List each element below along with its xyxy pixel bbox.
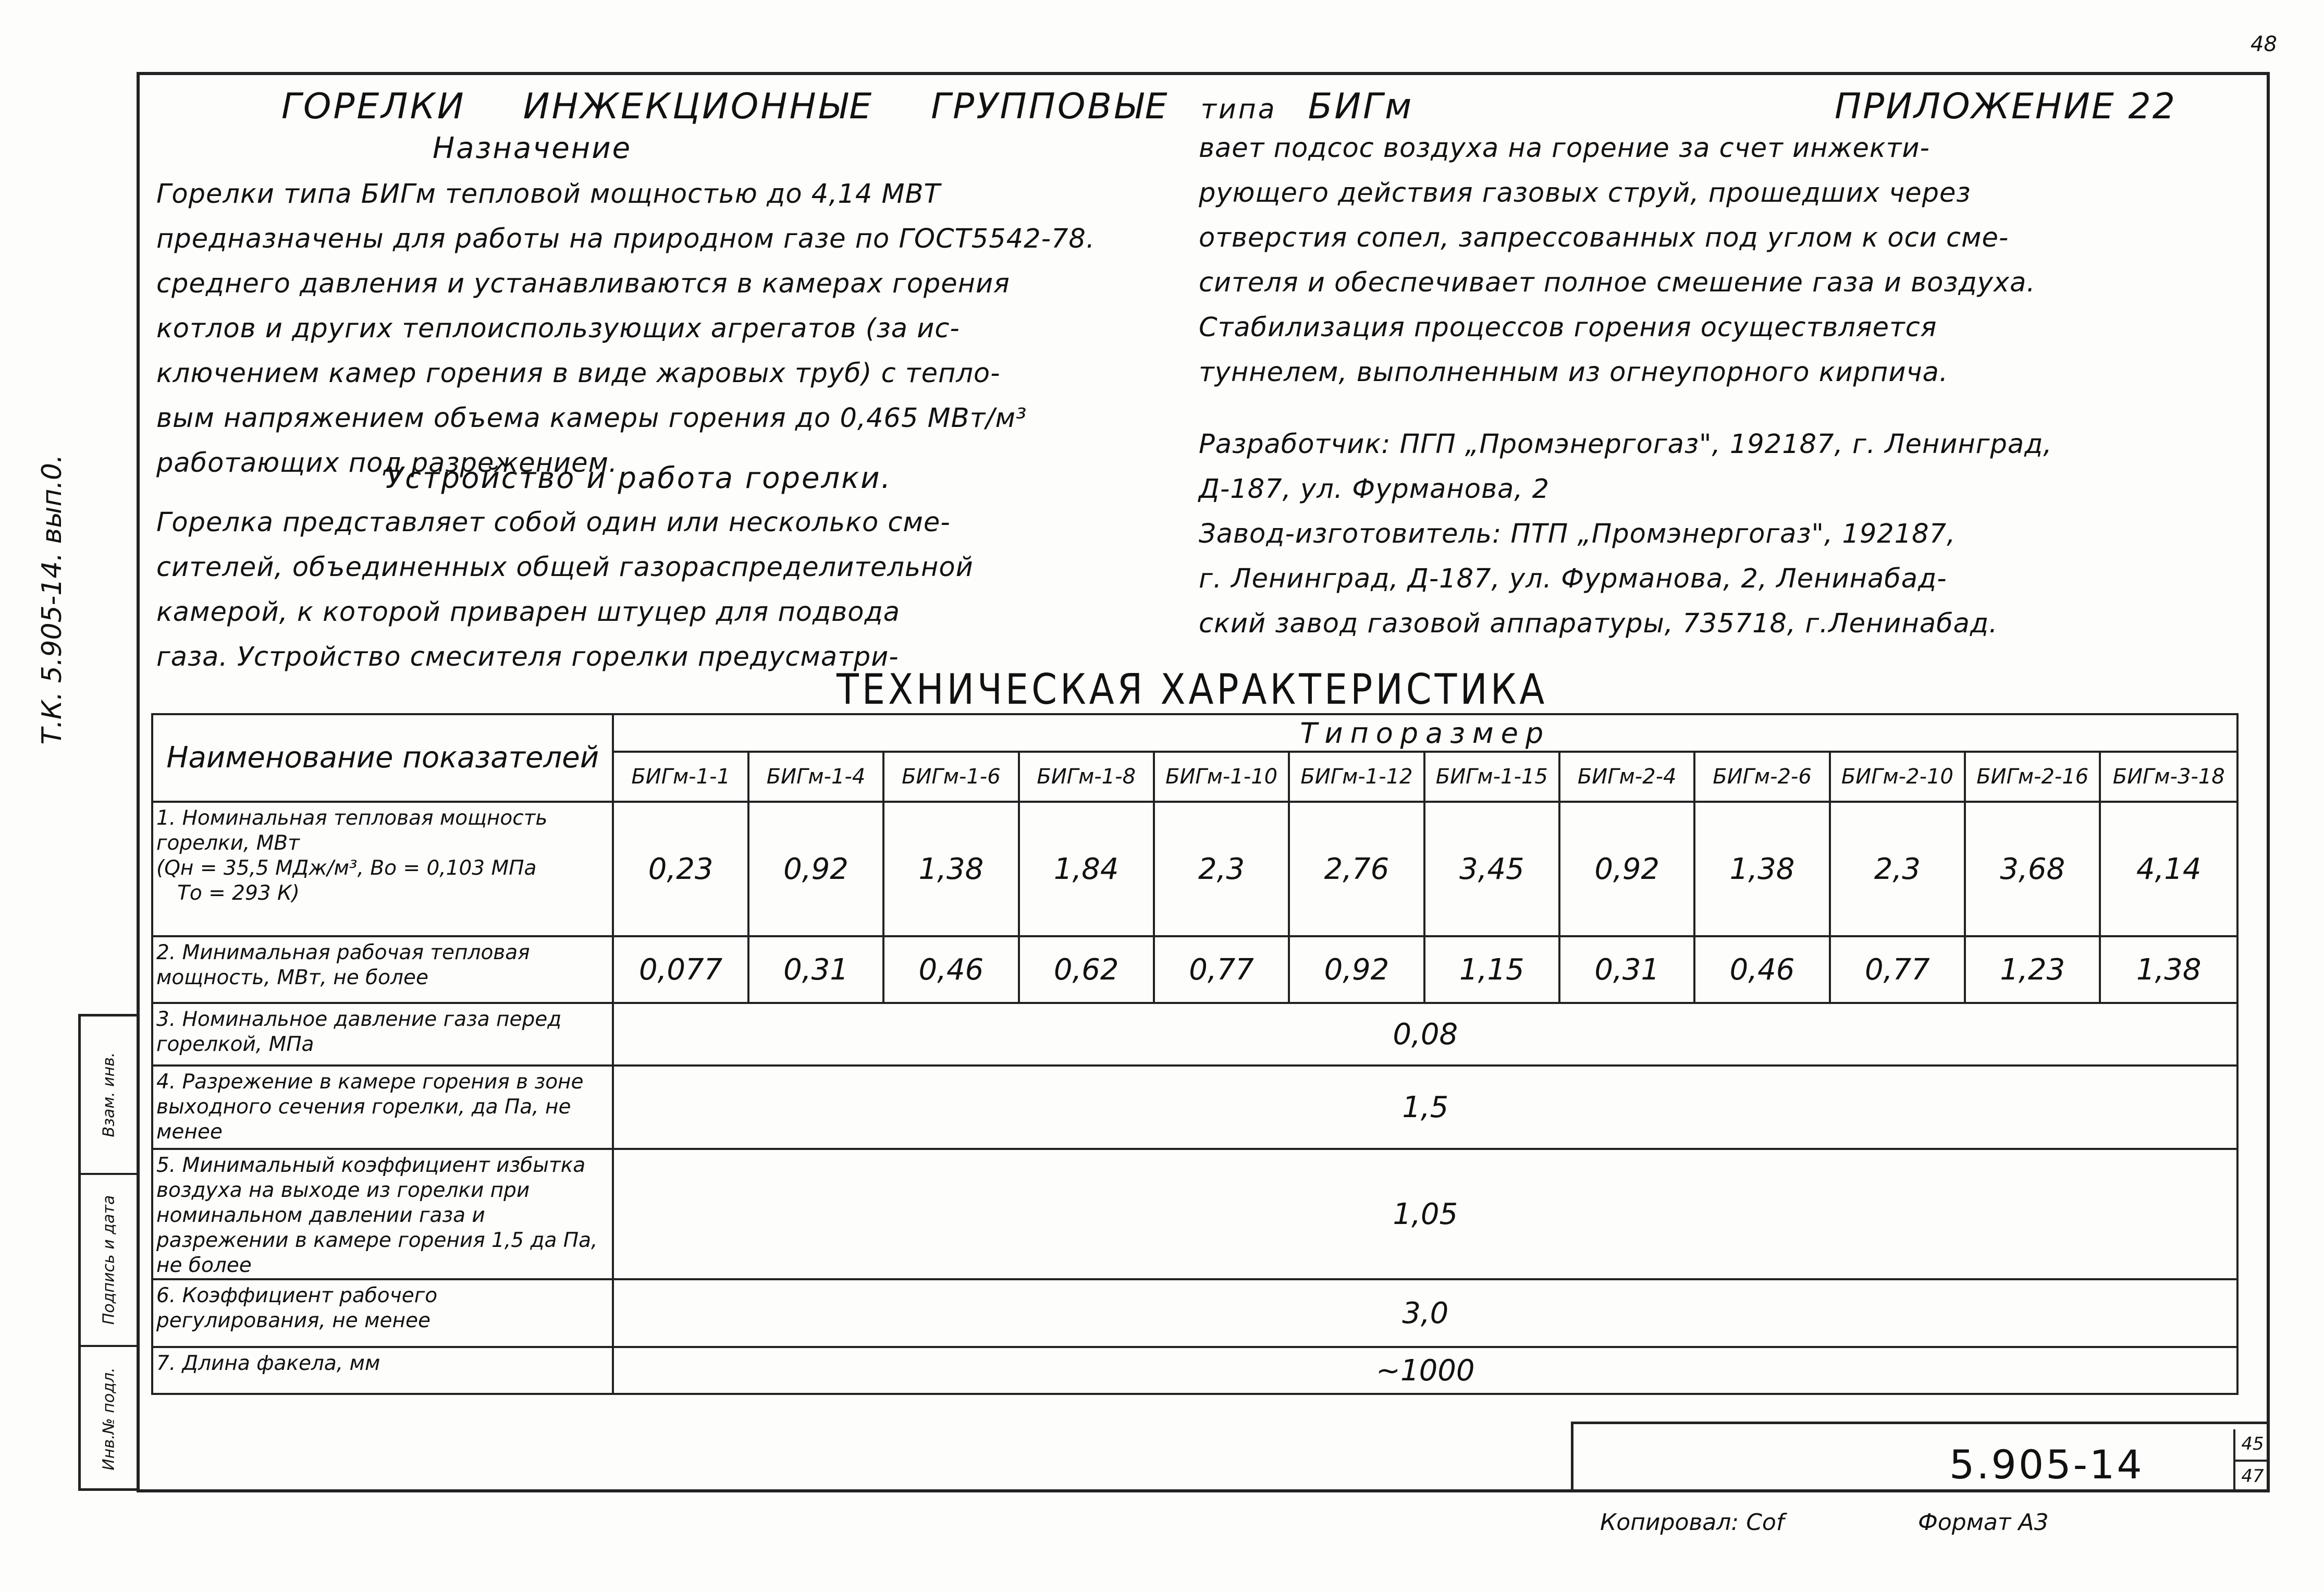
table-cell: 2,76 xyxy=(1289,802,1424,936)
spec-table xyxy=(151,713,2239,1395)
table-cell: 2,3 xyxy=(1830,802,1965,936)
table-cell: 0,92 xyxy=(1559,802,1694,936)
side-cell-signature: Подпись и дата xyxy=(81,1173,137,1345)
page-number: 48 xyxy=(2251,32,2277,56)
name-header: Наименование показателей xyxy=(152,714,613,802)
table-row xyxy=(152,936,2237,1003)
table-row xyxy=(152,1149,2237,1279)
column-header: БИГм-2-16 xyxy=(1965,752,2100,802)
side-cell-inventory: Инв.№ подл. xyxy=(81,1345,137,1491)
column-header: БИГм-1-10 xyxy=(1154,752,1289,802)
table-cell: 1,38 xyxy=(2100,936,2237,1003)
purpose-heading: Назначение xyxy=(433,131,632,165)
row-label: 1. Номинальная тепловая мощность горелки, МВт (Qн = 35,5 МДж/м³, Во = 0,103 МПа То = 293 К) xyxy=(152,802,613,936)
table-row xyxy=(152,1347,2237,1394)
side-cell-replace: Взам. инв. xyxy=(100,1052,118,1137)
document-title: ГОРЕЛКИ ИНЖЕКЦИОННЫЕ ГРУППОВЫЕ типа БИГм xyxy=(281,86,1414,127)
table-cell: 0,08 xyxy=(613,1003,2237,1066)
table-cell: 0,23 xyxy=(613,802,748,936)
device-text: Горелка представляет собой один или несколько сме- сителей, объединенных общей газораспределительной камерой, к которой приварен штуцер для подвода газа. Устройство смесителя горелки предусматри- xyxy=(156,507,974,672)
device-text-continued: вает подсос воздуха на горение за счет инжекти- рующего действия газовых струй, прошедших через отверстия сопел, запрессованных под углом к оси сме- сителя и обеспечивает полное смешение газа и воздуха. Стабилизация процессов горения осуществляется туннелем, выполненным из огнеупорного кирпича. xyxy=(1199,133,2036,388)
sheet-format: Формат А3 xyxy=(1918,1509,2049,1536)
column-header: БИГм-2-10 xyxy=(1830,752,1965,802)
row-label: 5. Минимальный коэффициент избытка воздуха на выходе из горелки при номинальном давлении газа и разрежении в камере горения 1,5 да Па, не более xyxy=(152,1149,613,1279)
row-label: 4. Разрежение в камере горения в зоне выходного сечения горелки, да Па, не менее xyxy=(152,1066,613,1149)
tech-specs-title: ТЕХНИЧЕСКАЯ ХАРАКТЕРИСТИКА xyxy=(837,665,1548,714)
binding-margin-stamp xyxy=(78,1014,137,1491)
column-header: БИГм-2-6 xyxy=(1694,752,1829,802)
appendix-label: ПРИЛОЖЕНИЕ 22 xyxy=(1835,86,2177,127)
side-document-code: Т.К. 5.905-14. вып.0. xyxy=(36,454,68,745)
table-cell: 1,05 xyxy=(613,1149,2237,1279)
sheet-counter: 45 47 xyxy=(2233,1429,2270,1492)
table-cell: 4,14 xyxy=(2100,802,2237,936)
column-header: БИГм-1-8 xyxy=(1019,752,1154,802)
column-header: БИГм-1-4 xyxy=(748,752,883,802)
table-cell: 0,077 xyxy=(613,936,748,1003)
table-cell: 0,77 xyxy=(1830,936,1965,1003)
purpose-text: Горелки типа БИГм тепловой мощностью до 4,14 МВТ предназначены для работы на природном газе по ГОСТ5542-78. среднего давления и устанавливаются в камерах горения котлов и других теплоиспользующих агрегатов (за ис- ключением камер горения в виде жаровых труб) с тепло- вым напряжением объема камеры горения до 0,465 МВт/м³ работающих под разрежением. xyxy=(156,179,1096,479)
table-row xyxy=(152,802,2237,936)
table-cell: 1,38 xyxy=(883,802,1018,936)
table-cell: 2,3 xyxy=(1154,802,1289,936)
table-cell: 0,46 xyxy=(1694,936,1829,1003)
column-header: БИГм-2-4 xyxy=(1559,752,1694,802)
column-header: БИГм-1-6 xyxy=(883,752,1018,802)
copied-by: Копировал: Cof xyxy=(1600,1509,1785,1536)
row-label: 7. Длина факела, мм xyxy=(152,1347,613,1394)
title-block xyxy=(1571,1422,2270,1492)
header-row-group xyxy=(152,714,2237,752)
column-header: БИГм-1-15 xyxy=(1424,752,1559,802)
row-label: 3. Номинальное давление газа перед горелкой, МПа xyxy=(152,1003,613,1066)
size-group-header: Типоразмер xyxy=(613,714,2237,752)
table-cell: 1,23 xyxy=(1965,936,2100,1003)
column-header: БИГм-1-1 xyxy=(613,752,748,802)
row-label: 2. Минимальная рабочая тепловая мощность, МВт, не более xyxy=(152,936,613,1003)
device-heading: Устройство и работа горелки. xyxy=(386,461,892,495)
column-header: БИГм-3-18 xyxy=(2100,752,2237,802)
table-cell: ~1000 xyxy=(613,1347,2237,1394)
table-cell: 1,84 xyxy=(1019,802,1154,936)
table-cell: 0,31 xyxy=(1559,936,1694,1003)
table-cell: 0,92 xyxy=(748,802,883,936)
table-cell: 1,15 xyxy=(1424,936,1559,1003)
row-label: 6. Коэффициент рабочего регулирования, не менее xyxy=(152,1279,613,1347)
table-cell: 0,62 xyxy=(1019,936,1154,1003)
table-cell: 3,0 xyxy=(613,1279,2237,1347)
table-cell: 0,77 xyxy=(1154,936,1289,1003)
table-row xyxy=(152,1003,2237,1066)
table-cell: 3,45 xyxy=(1424,802,1559,936)
table-cell: 0,92 xyxy=(1289,936,1424,1003)
table-row xyxy=(152,1279,2237,1347)
table-cell: 1,5 xyxy=(613,1066,2237,1149)
table-cell: 0,31 xyxy=(748,936,883,1003)
table-cell: 0,46 xyxy=(883,936,1018,1003)
developer-info: Разработчик: ПГП „Промэнергогаз", 192187, г. Ленинград, Д-187, ул. Фурманова, 2 Завод-изготовитель: ПТП „Промэнергогаз", 192187, г. Ленинград, Д-187, ул. Фурманова, 2, Ленинабад- ский завод газовой аппаратуры, 735718, г.Ленинабад. xyxy=(1199,429,2052,639)
table-row xyxy=(152,1066,2237,1149)
table-cell: 1,38 xyxy=(1694,802,1829,936)
column-header: БИГм-1-12 xyxy=(1289,752,1424,802)
document-code: 5.905-14 xyxy=(1949,1441,2144,1488)
table-cell: 3,68 xyxy=(1965,802,2100,936)
